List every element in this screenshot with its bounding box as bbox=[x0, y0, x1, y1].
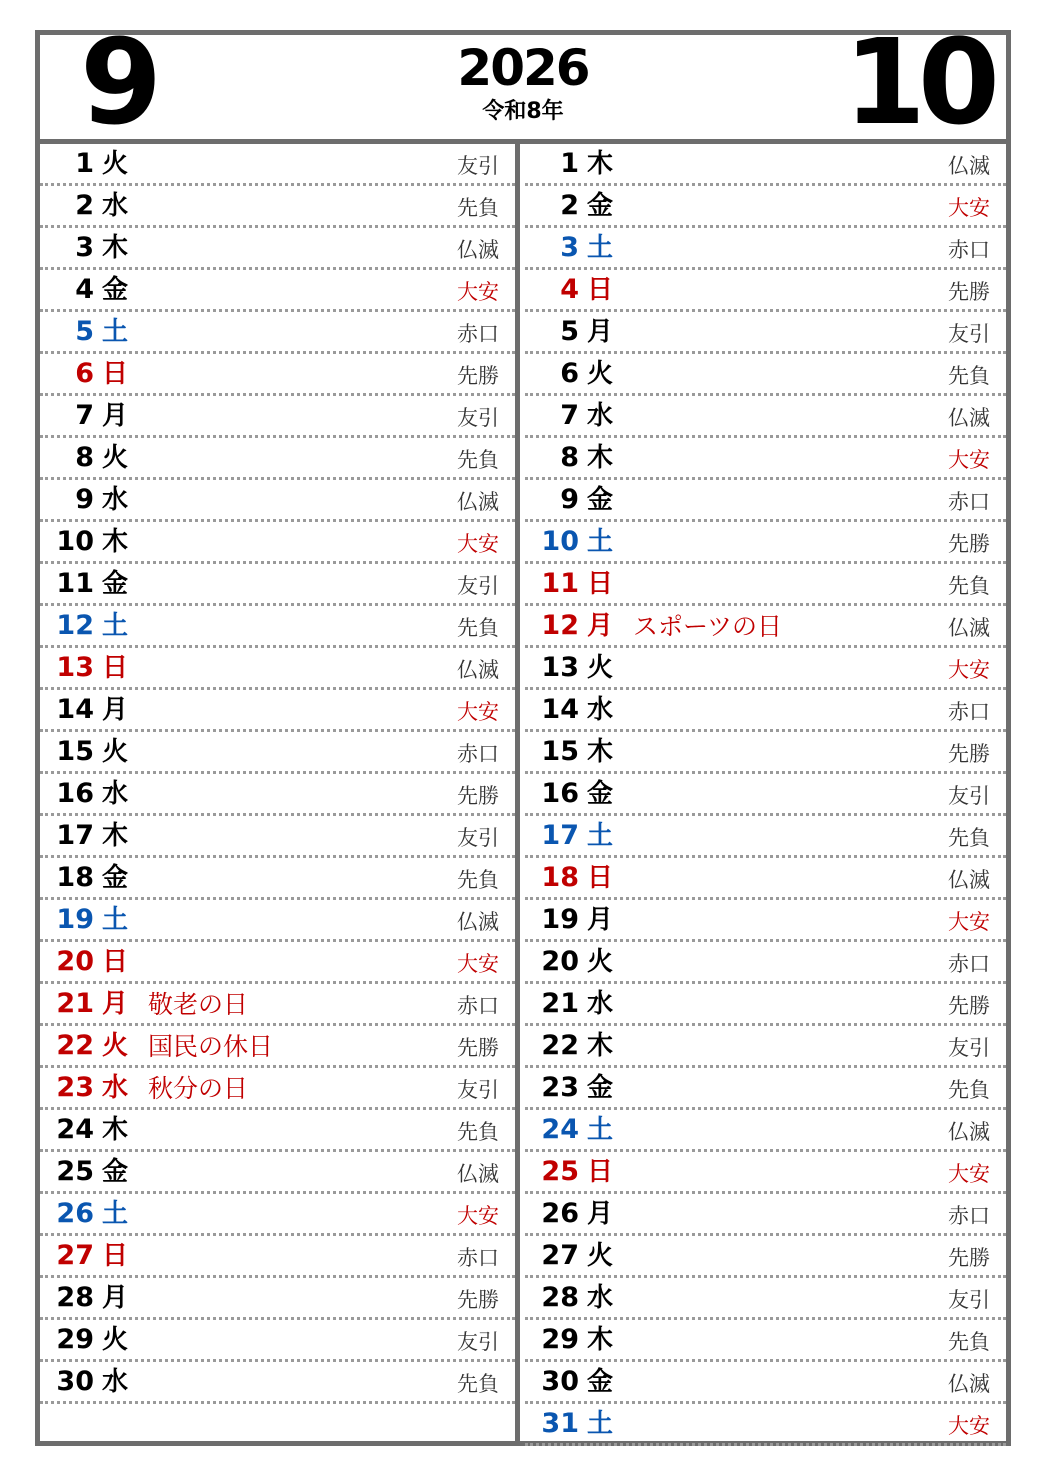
day-number: 19 bbox=[541, 904, 579, 935]
rokuyo-label: 先負 bbox=[457, 1120, 499, 1144]
september-day-row bbox=[40, 1278, 515, 1320]
day-number: 7 bbox=[560, 400, 579, 431]
day-number: 12 bbox=[56, 610, 94, 641]
day-number: 23 bbox=[56, 1072, 94, 1103]
day-number: 3 bbox=[75, 232, 94, 263]
october-day-row bbox=[525, 858, 1006, 900]
rokuyo-label: 友引 bbox=[948, 1288, 990, 1312]
september-day-row bbox=[40, 1362, 515, 1404]
september-day-row bbox=[40, 1320, 515, 1362]
day-number: 27 bbox=[541, 1240, 579, 1271]
day-number: 5 bbox=[75, 316, 94, 347]
rokuyo-label: 大安 bbox=[457, 532, 499, 556]
day-number: 26 bbox=[541, 1198, 579, 1229]
day-number: 23 bbox=[541, 1072, 579, 1103]
weekday-label: 金 bbox=[587, 779, 614, 809]
rokuyo-label: 先負 bbox=[457, 1372, 499, 1396]
weekday-label: 日 bbox=[587, 863, 614, 893]
september-day-row bbox=[40, 522, 515, 564]
october-day-row bbox=[525, 1152, 1006, 1194]
day-number: 21 bbox=[56, 988, 94, 1019]
month-right-number: 10 bbox=[843, 13, 992, 151]
holiday-name: 敬老の日 bbox=[148, 990, 249, 1019]
weekday-label: 月 bbox=[587, 611, 614, 641]
day-number: 28 bbox=[541, 1282, 579, 1313]
weekday-label: 土 bbox=[587, 1115, 614, 1145]
october-day-row bbox=[525, 312, 1006, 354]
rokuyo-label: 赤口 bbox=[948, 490, 990, 514]
rokuyo-label: 友引 bbox=[948, 784, 990, 808]
day-number: 14 bbox=[541, 694, 579, 725]
weekday-label: 木 bbox=[102, 1115, 129, 1145]
october-day-row bbox=[525, 522, 1006, 564]
september-day-row bbox=[40, 942, 515, 984]
october-day-row bbox=[525, 1236, 1006, 1278]
rokuyo-label: 友引 bbox=[948, 322, 990, 346]
weekday-label: 木 bbox=[102, 527, 129, 557]
day-number: 18 bbox=[541, 862, 579, 893]
september-day-row bbox=[40, 690, 515, 732]
october-day-row bbox=[525, 396, 1006, 438]
weekday-label: 水 bbox=[102, 779, 129, 809]
rokuyo-label: 赤口 bbox=[948, 952, 990, 976]
day-number: 6 bbox=[75, 358, 94, 389]
day-number: 8 bbox=[560, 442, 579, 473]
day-number: 10 bbox=[56, 526, 94, 557]
weekday-label: 火 bbox=[102, 1031, 129, 1061]
weekday-label: 金 bbox=[102, 569, 129, 599]
day-number: 22 bbox=[56, 1030, 94, 1061]
rokuyo-label: 大安 bbox=[948, 910, 990, 934]
weekday-label: 土 bbox=[587, 233, 614, 263]
day-number: 28 bbox=[56, 1282, 94, 1313]
rokuyo-label: 先勝 bbox=[948, 742, 990, 766]
september-day-row bbox=[40, 396, 515, 438]
rokuyo-label: 大安 bbox=[948, 658, 990, 682]
weekday-label: 金 bbox=[587, 1367, 614, 1397]
day-number: 2 bbox=[75, 190, 94, 221]
day-number: 9 bbox=[560, 484, 579, 515]
rokuyo-label: 大安 bbox=[948, 1414, 990, 1438]
day-number: 20 bbox=[541, 946, 579, 977]
rokuyo-label: 仏滅 bbox=[457, 490, 499, 514]
rokuyo-label: 先負 bbox=[457, 868, 499, 892]
rokuyo-label: 仏滅 bbox=[457, 658, 499, 682]
october-day-row bbox=[525, 564, 1006, 606]
weekday-label: 水 bbox=[587, 989, 614, 1019]
rokuyo-label: 友引 bbox=[948, 1036, 990, 1060]
october-day-row bbox=[525, 1278, 1006, 1320]
calendar-frame bbox=[35, 13, 1011, 1446]
rokuyo-label: 仏滅 bbox=[948, 406, 990, 430]
rokuyo-label: 仏滅 bbox=[948, 1372, 990, 1396]
weekday-label: 火 bbox=[587, 1241, 614, 1271]
weekday-label: 水 bbox=[587, 401, 614, 431]
day-number: 15 bbox=[541, 736, 579, 767]
year-label: 2026 bbox=[457, 39, 589, 97]
october-day-row bbox=[525, 816, 1006, 858]
holiday-name: 国民の休日 bbox=[148, 1032, 274, 1061]
weekday-label: 金 bbox=[102, 275, 129, 305]
weekday-label: 土 bbox=[587, 527, 614, 557]
day-number: 7 bbox=[75, 400, 94, 431]
weekday-label: 月 bbox=[102, 401, 129, 431]
rokuyo-label: 先負 bbox=[948, 574, 990, 598]
day-number: 16 bbox=[541, 778, 579, 809]
day-number: 11 bbox=[56, 568, 94, 599]
day-number: 10 bbox=[541, 526, 579, 557]
rokuyo-label: 大安 bbox=[457, 952, 499, 976]
rokuyo-label: 赤口 bbox=[457, 1246, 499, 1270]
day-number: 6 bbox=[560, 358, 579, 389]
day-number: 30 bbox=[56, 1366, 94, 1397]
rokuyo-label: 友引 bbox=[457, 1078, 499, 1102]
october-day-row bbox=[525, 690, 1006, 732]
rokuyo-label: 先負 bbox=[457, 448, 499, 472]
weekday-label: 土 bbox=[587, 821, 614, 851]
weekday-label: 土 bbox=[102, 1199, 129, 1229]
weekday-label: 木 bbox=[587, 149, 614, 179]
day-number: 26 bbox=[56, 1198, 94, 1229]
rokuyo-label: 友引 bbox=[457, 574, 499, 598]
october-day-row bbox=[525, 480, 1006, 522]
rokuyo-label: 先負 bbox=[948, 826, 990, 850]
weekday-label: 火 bbox=[587, 653, 614, 683]
day-number: 17 bbox=[56, 820, 94, 851]
weekday-label: 金 bbox=[587, 1073, 614, 1103]
september-day-row bbox=[40, 270, 515, 312]
october-day-row bbox=[525, 1362, 1006, 1404]
weekday-label: 木 bbox=[587, 1325, 614, 1355]
weekday-label: 金 bbox=[102, 863, 129, 893]
day-number: 2 bbox=[560, 190, 579, 221]
weekday-label: 土 bbox=[587, 1409, 614, 1439]
october-day-row bbox=[525, 438, 1006, 480]
day-number: 1 bbox=[75, 148, 94, 179]
october-day-row bbox=[525, 900, 1006, 942]
day-number: 21 bbox=[541, 988, 579, 1019]
september-day-row bbox=[40, 732, 515, 774]
september-day-row bbox=[40, 144, 515, 186]
october-day-row bbox=[525, 984, 1006, 1026]
rokuyo-label: 先負 bbox=[457, 196, 499, 220]
weekday-label: 火 bbox=[102, 1325, 129, 1355]
holiday-name: スポーツの日 bbox=[633, 612, 783, 641]
rokuyo-label: 先勝 bbox=[948, 1246, 990, 1270]
rokuyo-label: 先勝 bbox=[948, 994, 990, 1018]
rokuyo-label: 友引 bbox=[457, 1330, 499, 1354]
september-day-row bbox=[40, 1026, 515, 1068]
october-day-row bbox=[525, 1404, 1006, 1446]
weekday-label: 水 bbox=[102, 1367, 129, 1397]
day-number: 31 bbox=[541, 1408, 579, 1439]
weekday-label: 木 bbox=[587, 1031, 614, 1061]
october-day-row bbox=[525, 606, 1006, 648]
weekday-label: 月 bbox=[587, 1199, 614, 1229]
day-number: 12 bbox=[541, 610, 579, 641]
october-day-row bbox=[525, 732, 1006, 774]
weekday-label: 土 bbox=[102, 611, 129, 641]
month-left-number: 9 bbox=[80, 13, 159, 151]
rokuyo-label: 赤口 bbox=[948, 238, 990, 262]
september-day-row bbox=[40, 1194, 515, 1236]
rokuyo-label: 大安 bbox=[457, 280, 499, 304]
rokuyo-label: 先勝 bbox=[457, 1036, 499, 1060]
september-day-row bbox=[40, 900, 515, 942]
september-day-row bbox=[40, 858, 515, 900]
rokuyo-label: 先勝 bbox=[457, 784, 499, 808]
weekday-label: 日 bbox=[102, 359, 129, 389]
rokuyo-label: 仏滅 bbox=[457, 1162, 499, 1186]
october-day-row bbox=[525, 186, 1006, 228]
rokuyo-label: 友引 bbox=[457, 826, 499, 850]
day-number: 20 bbox=[56, 946, 94, 977]
rokuyo-label: 大安 bbox=[457, 700, 499, 724]
rokuyo-label: 仏滅 bbox=[948, 154, 990, 178]
september-column bbox=[40, 144, 520, 1441]
weekday-label: 木 bbox=[102, 233, 129, 263]
day-number: 29 bbox=[56, 1324, 94, 1355]
weekday-label: 水 bbox=[102, 1073, 129, 1103]
september-day-row bbox=[40, 228, 515, 270]
weekday-label: 火 bbox=[587, 947, 614, 977]
october-day-row bbox=[525, 270, 1006, 312]
rokuyo-label: 先勝 bbox=[948, 280, 990, 304]
day-number: 9 bbox=[75, 484, 94, 515]
weekday-label: 木 bbox=[102, 821, 129, 851]
weekday-label: 水 bbox=[102, 191, 129, 221]
september-day-row bbox=[40, 186, 515, 228]
october-day-row bbox=[525, 228, 1006, 270]
october-day-row bbox=[525, 1194, 1006, 1236]
rokuyo-label: 大安 bbox=[948, 448, 990, 472]
rokuyo-label: 大安 bbox=[948, 196, 990, 220]
era-label: 令和8年 bbox=[482, 99, 564, 124]
october-day-row bbox=[525, 942, 1006, 984]
october-day-row bbox=[525, 1110, 1006, 1152]
rokuyo-label: 先勝 bbox=[948, 532, 990, 556]
day-number: 13 bbox=[541, 652, 579, 683]
weekday-label: 火 bbox=[102, 737, 129, 767]
day-number: 27 bbox=[56, 1240, 94, 1271]
day-number: 14 bbox=[56, 694, 94, 725]
day-number: 29 bbox=[541, 1324, 579, 1355]
weekday-label: 火 bbox=[102, 149, 129, 179]
rokuyo-label: 大安 bbox=[948, 1162, 990, 1186]
weekday-label: 火 bbox=[102, 443, 129, 473]
weekday-label: 水 bbox=[587, 695, 614, 725]
weekday-label: 木 bbox=[587, 737, 614, 767]
october-day-row bbox=[525, 774, 1006, 816]
september-day-row bbox=[40, 984, 515, 1026]
rokuyo-label: 友引 bbox=[457, 154, 499, 178]
day-number: 15 bbox=[56, 736, 94, 767]
weekday-label: 日 bbox=[102, 653, 129, 683]
day-number: 16 bbox=[56, 778, 94, 809]
october-day-row bbox=[525, 354, 1006, 396]
day-number: 19 bbox=[56, 904, 94, 935]
weekday-label: 金 bbox=[587, 191, 614, 221]
rokuyo-label: 赤口 bbox=[457, 742, 499, 766]
rokuyo-label: 赤口 bbox=[457, 994, 499, 1018]
october-column bbox=[525, 144, 1006, 1441]
weekday-label: 土 bbox=[102, 317, 129, 347]
september-day-row bbox=[40, 480, 515, 522]
rokuyo-label: 赤口 bbox=[948, 1204, 990, 1228]
september-day-row bbox=[40, 1152, 515, 1194]
day-number: 8 bbox=[75, 442, 94, 473]
day-number: 4 bbox=[560, 274, 579, 305]
rokuyo-label: 先勝 bbox=[457, 364, 499, 388]
weekday-label: 月 bbox=[102, 695, 129, 725]
day-number: 11 bbox=[541, 568, 579, 599]
day-number: 22 bbox=[541, 1030, 579, 1061]
weekday-label: 月 bbox=[587, 317, 614, 347]
weekday-label: 日 bbox=[102, 947, 129, 977]
september-day-row bbox=[40, 606, 515, 648]
day-number: 25 bbox=[56, 1156, 94, 1187]
day-number: 24 bbox=[541, 1114, 579, 1145]
calendar-header bbox=[40, 13, 1006, 151]
day-number: 17 bbox=[541, 820, 579, 851]
day-number: 18 bbox=[56, 862, 94, 893]
rokuyo-label: 仏滅 bbox=[948, 1120, 990, 1144]
rokuyo-label: 先負 bbox=[948, 1078, 990, 1102]
weekday-label: 月 bbox=[587, 905, 614, 935]
rokuyo-label: 先負 bbox=[457, 616, 499, 640]
day-number: 30 bbox=[541, 1366, 579, 1397]
september-day-row bbox=[40, 1068, 515, 1110]
rokuyo-label: 仏滅 bbox=[948, 616, 990, 640]
rokuyo-label: 仏滅 bbox=[948, 868, 990, 892]
rokuyo-label: 大安 bbox=[457, 1204, 499, 1228]
day-number: 1 bbox=[560, 148, 579, 179]
weekday-label: 火 bbox=[587, 359, 614, 389]
september-day-row bbox=[40, 564, 515, 606]
weekday-label: 日 bbox=[587, 275, 614, 305]
september-day-row bbox=[40, 1110, 515, 1152]
october-day-row bbox=[525, 1320, 1006, 1362]
weekday-label: 月 bbox=[102, 1283, 129, 1313]
september-day-row bbox=[40, 438, 515, 480]
rokuyo-label: 友引 bbox=[457, 406, 499, 430]
day-number: 5 bbox=[560, 316, 579, 347]
september-day-row bbox=[40, 1236, 515, 1278]
holiday-name: 秋分の日 bbox=[148, 1074, 249, 1103]
september-day-row bbox=[40, 774, 515, 816]
weekday-label: 金 bbox=[587, 485, 614, 515]
rokuyo-label: 先負 bbox=[948, 364, 990, 388]
weekday-label: 月 bbox=[102, 989, 129, 1019]
weekday-label: 金 bbox=[102, 1157, 129, 1187]
day-number: 4 bbox=[75, 274, 94, 305]
rokuyo-label: 赤口 bbox=[457, 322, 499, 346]
rokuyo-label: 仏滅 bbox=[457, 238, 499, 262]
september-day-row bbox=[40, 312, 515, 354]
october-day-row bbox=[525, 648, 1006, 690]
day-number: 3 bbox=[560, 232, 579, 263]
weekday-label: 木 bbox=[587, 443, 614, 473]
day-number: 25 bbox=[541, 1156, 579, 1187]
weekday-label: 水 bbox=[587, 1283, 614, 1313]
october-day-row bbox=[525, 1026, 1006, 1068]
weekday-label: 日 bbox=[587, 569, 614, 599]
weekday-label: 日 bbox=[102, 1241, 129, 1271]
weekday-label: 日 bbox=[587, 1157, 614, 1187]
weekday-label: 土 bbox=[102, 905, 129, 935]
october-day-row bbox=[525, 144, 1006, 186]
september-day-row bbox=[40, 816, 515, 858]
rokuyo-label: 仏滅 bbox=[457, 910, 499, 934]
october-day-row bbox=[525, 1068, 1006, 1110]
rokuyo-label: 先勝 bbox=[457, 1288, 499, 1312]
september-day-row bbox=[40, 648, 515, 690]
day-number: 13 bbox=[56, 652, 94, 683]
rokuyo-label: 先負 bbox=[948, 1330, 990, 1354]
september-day-row bbox=[40, 354, 515, 396]
rokuyo-label: 赤口 bbox=[948, 700, 990, 724]
weekday-label: 水 bbox=[102, 485, 129, 515]
day-number: 24 bbox=[56, 1114, 94, 1145]
